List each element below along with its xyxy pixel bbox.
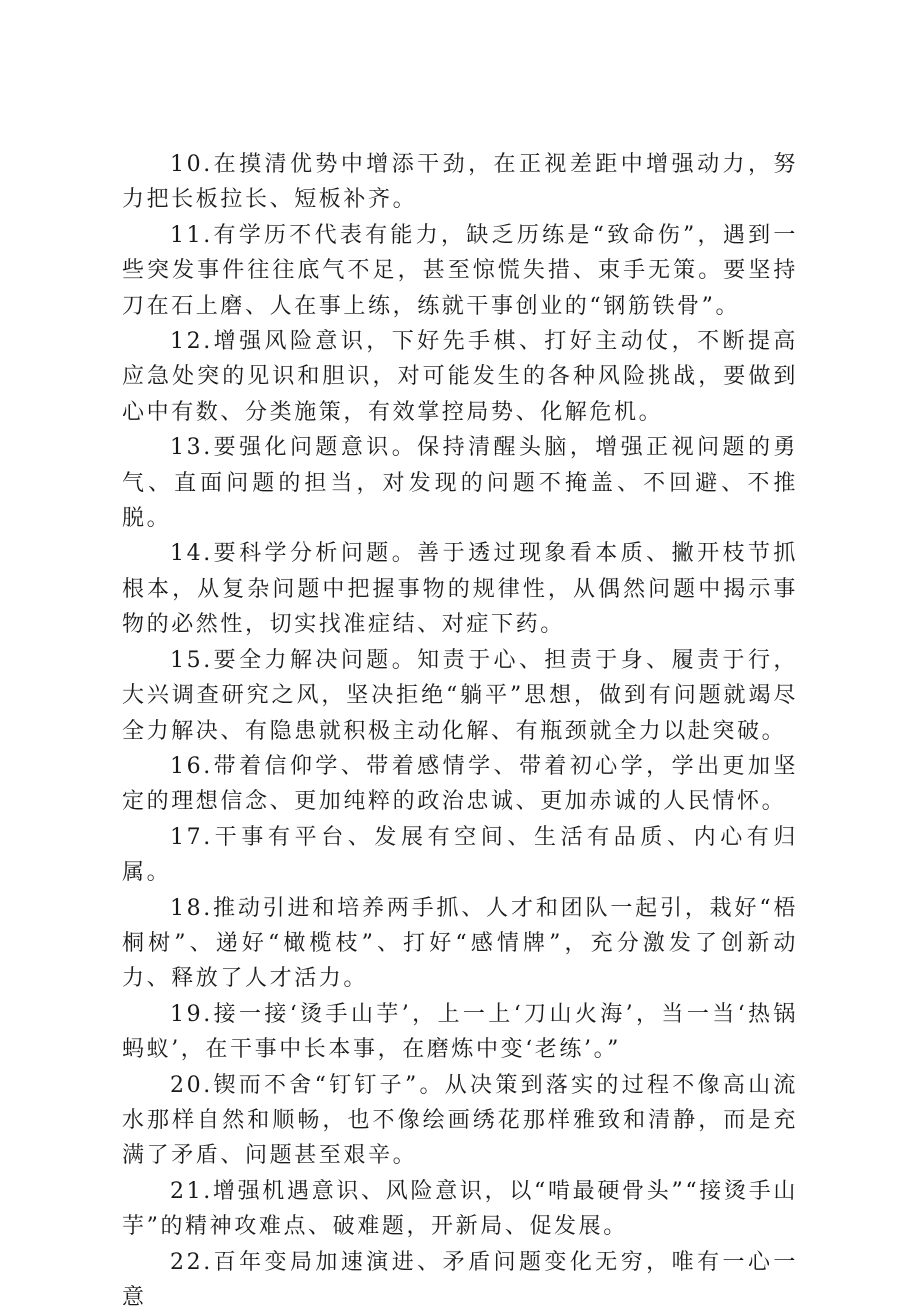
paragraph-19: 19.接一接‘烫手山芋’，上一上‘刀山火海’，当一当‘热锅蚂蚁’，在干事中长本事，在磨炼中变‘老练’。” (122, 1001, 798, 1063)
document-body (122, 147, 798, 1315)
paragraph-11: 11.有学历不代表有能力，缺乏历练是“致命伤”，遇到一些突发事件往往底气不足，甚至惊慌失措、束手无策。要坚持刀在石上磨、人在事上练，练就干事创业的“钢筋铁骨”。 (122, 222, 798, 319)
paragraph-20: 20.锲而不舍“钉钉子”。从决策到落实的过程不像高山流水那样自然和顺畅，也不像绘画绣花那样雅致和清静，而是充满了矛盾、问题甚至艰辛。 (122, 1072, 798, 1169)
paragraph-15: 15.要全力解决问题。知责于心、担责于身、履责于行，大兴调查研究之风，坚决拒绝“躺平”思想，做到有问题就竭尽全力解决、有隐患就积极主动化解、有瓶颈就全力以赴突破。 (122, 647, 798, 744)
paragraph-21: 21.增强机遇意识、风险意识，以“啃最硬骨头”“接烫手山芋”的精神攻难点、破难题，开新局、促发展。 (122, 1178, 798, 1240)
paragraph-17: 17.干事有平台、发展有空间、生活有品质、内心有归属。 (122, 824, 798, 886)
paragraph-10: 10.在摸清优势中增添干劲，在正视差距中增强动力，努力把长板拉长、短板补齐。 (122, 152, 798, 213)
paragraph-18: 18.推动引进和培养两手抓、人才和团队一起引，栽好“梧桐树”、递好“橄榄枝”、打好“感情牌”，充分激发了创新动力、释放了人才活力。 (122, 895, 798, 992)
paragraph-12: 12.增强风险意识，下好先手棋、打好主动仗，不断提高应急处突的见识和胆识，对可能发生的各种风险挑战，要做到心中有数、分类施策，有效掌控局势、化解危机。 (122, 329, 798, 425)
paragraph-13: 13.要强化问题意识。保持清醒头脑，增强正视问题的勇气、直面问题的担当，对发现的问题不掩盖、不回避、不推脱。 (122, 435, 798, 532)
paragraph-14: 14.要科学分析问题。善于透过现象看本质、撇开枝节抓根本，从复杂问题中把握事物的规律性，从偶然问题中揭示事物的必然性，切实找准症结、对症下药。 (122, 541, 798, 638)
paragraph-16: 16.带着信仰学、带着感情学、带着初心学，学出更加坚定的理想信念、更加纯粹的政治忠诚、更加赤诚的人民情怀。 (122, 753, 798, 815)
paragraph-22: 22.百年变局加速演进、矛盾问题变化无穷，唯有一心一意 (122, 1249, 798, 1310)
